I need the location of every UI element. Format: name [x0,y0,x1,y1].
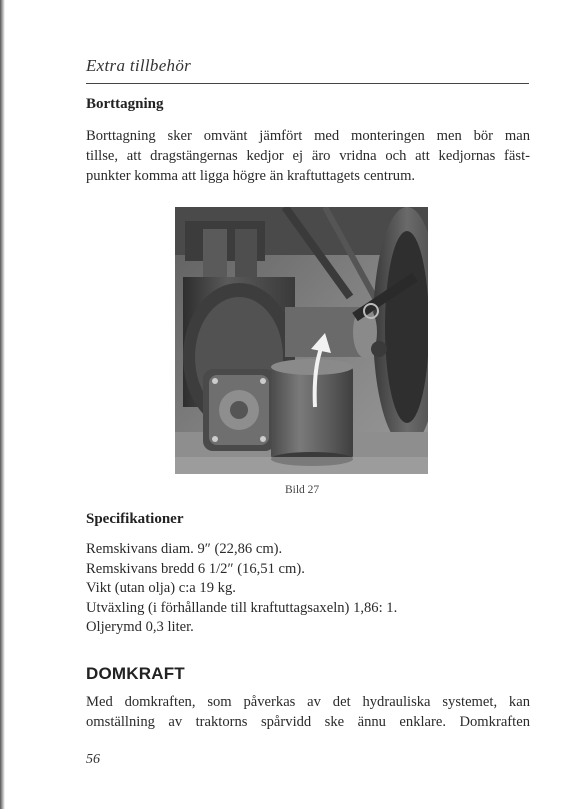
domkraft-paragraph [86,692,530,732]
page-number: 56 [86,752,100,767]
spec-item-width: Remskivans bredd 6 1/2″ (16,51 cm). [86,560,305,577]
page-binding-edge [0,0,5,809]
tractor-pulley-photo [175,207,428,474]
spec-list [86,540,397,638]
spec-item-weight: Vikt (utan olja) c:a 19 kg. [86,580,236,596]
borttagning-line-1: Borttagning sker omvänt jämfört med monteringen men bör man [86,128,530,144]
borttagning-heading: Borttagning [86,96,164,112]
domkraft-line-2: omställning av traktorns spårvidd ske ännu enklare. Domkraften [86,714,530,730]
domkraft-heading: DOMKRAFT [86,664,185,683]
running-header: Extra tillbehör [86,56,192,75]
borttagning-line-3: punkter komma att ligga högre än kraftuttagets centrum. [86,168,416,184]
spec-item-oil-capacity: Oljerymd 0,3 liter. [86,619,194,635]
figure-caption: Bild 27 [285,484,320,496]
specifikationer-heading: Specifikationer [86,511,184,527]
domkraft-line-1: Med domkraften, som påverkas av det hydrauliska systemet, kan [86,694,530,710]
borttagning-paragraph [86,126,530,186]
borttagning-line-2: tillse, att dragstängernas kedjor ej äro vridna och att kedjornas fäst- [86,148,530,164]
spec-item-gear-ratio: Utväxling (i förhållande till kraftuttagsaxeln) 1,86: 1. [86,599,398,616]
header-rule [86,83,529,84]
spec-item-diameter: Remskivans diam. 9″ (22,86 cm). [86,541,283,557]
